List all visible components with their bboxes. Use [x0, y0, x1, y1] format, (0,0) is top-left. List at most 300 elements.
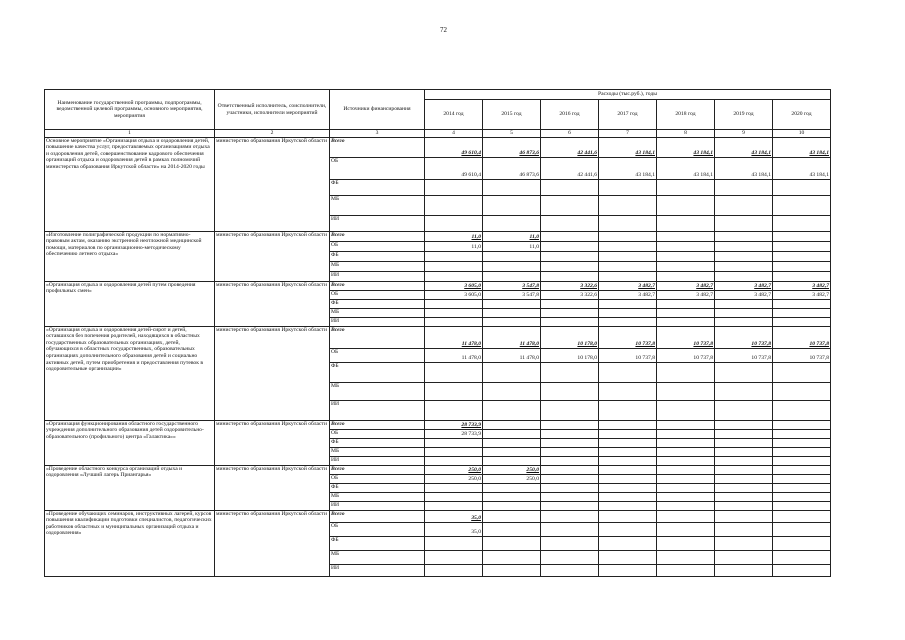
column-index: 3 — [330, 130, 425, 138]
amount-cell — [599, 492, 657, 501]
amount-cell — [483, 492, 541, 501]
amount-cell: 10 737,8 — [657, 348, 715, 362]
amount-cell — [715, 362, 773, 382]
funding-source: ИИ — [330, 400, 425, 420]
funding-source: МБ — [330, 261, 425, 271]
funding-source: ФБ — [330, 483, 425, 492]
amount-cell — [773, 474, 831, 483]
amount-cell — [541, 474, 599, 483]
amount-cell: 250,0 — [425, 474, 483, 483]
header-name-col: Наименование государственной программы, подпрограммы, ведомственной целевой программы, основного мероприятия, мероприятия — [45, 90, 215, 130]
amount-cell — [657, 362, 715, 382]
amount-cell — [715, 400, 773, 420]
funding-source: ОБ — [330, 348, 425, 362]
amount-cell: 28 733,9 — [425, 420, 483, 429]
funding-source: ИИ — [330, 564, 425, 576]
funding-source: МБ — [330, 195, 425, 215]
funding-source: ФБ — [330, 362, 425, 382]
amount-cell — [541, 501, 599, 510]
column-index: 5 — [483, 130, 541, 138]
funding-source: Всего — [330, 326, 425, 348]
amount-cell — [541, 195, 599, 215]
amount-cell — [657, 271, 715, 281]
amount-cell — [541, 299, 599, 308]
amount-cell — [657, 215, 715, 231]
amount-cell — [541, 456, 599, 465]
amount-cell — [483, 251, 541, 261]
amount-cell — [715, 317, 773, 326]
column-index: 9 — [715, 130, 773, 138]
amount-cell — [715, 550, 773, 564]
amount-cell: 3 482,7 — [773, 290, 831, 299]
table-row — [45, 326, 831, 348]
funding-source: МБ — [330, 492, 425, 501]
amount-cell — [599, 271, 657, 281]
amount-cell — [425, 299, 483, 308]
funding-source: ОБ — [330, 474, 425, 483]
funding-source: МБ — [330, 382, 425, 400]
amount-cell: 10 178,0 — [541, 326, 599, 348]
amount-cell — [773, 550, 831, 564]
amount-cell — [541, 251, 599, 261]
amount-cell — [541, 483, 599, 492]
amount-cell — [483, 438, 541, 447]
amount-cell — [657, 550, 715, 564]
amount-cell — [425, 308, 483, 317]
header-year: 2017 год — [599, 100, 657, 130]
amount-cell — [657, 420, 715, 429]
amount-cell: 43 184,1 — [657, 137, 715, 157]
amount-cell — [657, 447, 715, 456]
amount-cell — [599, 382, 657, 400]
amount-cell — [599, 483, 657, 492]
amount-cell — [425, 438, 483, 447]
header-year: 2014 год — [425, 100, 483, 130]
amount-cell — [483, 456, 541, 465]
amount-cell: 43 184,1 — [773, 157, 831, 179]
amount-cell: 42 441,6 — [541, 157, 599, 179]
amount-cell: 11 478,0 — [425, 348, 483, 362]
amount-cell — [425, 492, 483, 501]
amount-cell — [541, 271, 599, 281]
amount-cell — [773, 400, 831, 420]
amount-cell — [657, 438, 715, 447]
amount-cell — [773, 215, 831, 231]
amount-cell — [715, 251, 773, 261]
amount-cell — [541, 308, 599, 317]
amount-cell — [541, 362, 599, 382]
amount-cell — [657, 465, 715, 474]
table-row — [45, 510, 831, 522]
amount-cell — [773, 510, 831, 522]
funding-source: Всего — [330, 231, 425, 241]
amount-cell — [773, 501, 831, 510]
responsible-executor: министерство образования Иркутской области — [215, 137, 330, 231]
amount-cell — [483, 215, 541, 231]
amount-cell: 42 441,6 — [541, 137, 599, 157]
amount-cell — [483, 382, 541, 400]
funding-source: ОБ — [330, 157, 425, 179]
amount-cell: 10 737,8 — [657, 326, 715, 348]
funding-source: ИИ — [330, 215, 425, 231]
amount-cell — [773, 195, 831, 215]
responsible-executor: министерство образования Иркутской области — [215, 465, 330, 510]
funding-source: Всего — [330, 281, 425, 290]
amount-cell — [657, 429, 715, 438]
funding-table — [44, 89, 831, 577]
amount-cell: 46 873,6 — [483, 137, 541, 157]
amount-cell — [425, 362, 483, 382]
amount-cell — [599, 456, 657, 465]
amount-cell — [715, 271, 773, 281]
amount-cell: 43 184,1 — [599, 157, 657, 179]
funding-source: ФБ — [330, 536, 425, 550]
amount-cell — [657, 261, 715, 271]
funding-source: МБ — [330, 447, 425, 456]
amount-cell: 3 482,7 — [715, 290, 773, 299]
funding-source: ФБ — [330, 251, 425, 261]
amount-cell — [715, 179, 773, 195]
funding-source: ОБ — [330, 241, 425, 251]
header-year: 2020 год — [773, 100, 831, 130]
amount-cell — [715, 241, 773, 251]
amount-cell — [541, 465, 599, 474]
amount-cell — [483, 400, 541, 420]
amount-cell: 35,0 — [425, 510, 483, 522]
funding-source: Всего — [330, 137, 425, 157]
amount-cell — [599, 362, 657, 382]
amount-cell — [715, 501, 773, 510]
funding-source: Всего — [330, 510, 425, 522]
funding-source: ОБ — [330, 290, 425, 299]
amount-cell: 10 737,8 — [599, 326, 657, 348]
activity-name: «Организация отдыха и оздоровления детей-сирот и детей, оставшихся без попечения родителей, находящихся в областных государственных образовательных организациях, детей, обучающихся в областных государственных, образовательных организациях дополнительного образования детей и социально активных детей, путем приобретения и предоставления путевок в оздоровительные организации» — [45, 326, 215, 420]
amount-cell — [483, 564, 541, 576]
amount-cell — [599, 522, 657, 536]
column-index: 2 — [215, 130, 330, 138]
activity-name: «Организация отдыха и оздоровления детей путем проведения профильных смен» — [45, 281, 215, 326]
activity-name: «Проведение областного конкурса организаций отдыха и оздоровления «Лучший лагерь Приангарья» — [45, 465, 215, 510]
funding-source: Всего — [330, 420, 425, 429]
amount-cell — [715, 261, 773, 271]
amount-cell: 49 610,4 — [425, 157, 483, 179]
amount-cell — [773, 420, 831, 429]
amount-cell — [425, 195, 483, 215]
amount-cell — [425, 271, 483, 281]
amount-cell — [657, 510, 715, 522]
amount-cell — [657, 483, 715, 492]
amount-cell — [483, 179, 541, 195]
amount-cell — [541, 231, 599, 241]
amount-cell — [425, 382, 483, 400]
amount-cell — [599, 308, 657, 317]
amount-cell — [541, 400, 599, 420]
amount-cell — [599, 400, 657, 420]
amount-cell — [541, 241, 599, 251]
table-row — [45, 137, 831, 157]
amount-cell — [483, 317, 541, 326]
amount-cell — [483, 429, 541, 438]
amount-cell — [541, 447, 599, 456]
funding-source: ФБ — [330, 179, 425, 195]
amount-cell — [773, 261, 831, 271]
amount-cell — [599, 179, 657, 195]
amount-cell — [715, 492, 773, 501]
amount-cell — [599, 474, 657, 483]
page-number: 72 — [440, 26, 447, 34]
amount-cell: 250,0 — [483, 465, 541, 474]
amount-cell — [425, 261, 483, 271]
amount-cell: 10 737,8 — [599, 348, 657, 362]
amount-cell — [599, 465, 657, 474]
amount-cell: 10 737,8 — [715, 326, 773, 348]
amount-cell — [773, 492, 831, 501]
amount-cell: 3 482,7 — [715, 281, 773, 290]
funding-source: ИИ — [330, 456, 425, 465]
amount-cell — [773, 299, 831, 308]
amount-cell: 43 184,1 — [657, 157, 715, 179]
amount-cell — [657, 231, 715, 241]
header-source-col: Источники финансирования — [330, 90, 425, 130]
amount-cell — [715, 438, 773, 447]
amount-cell — [599, 501, 657, 510]
amount-cell — [715, 510, 773, 522]
amount-cell — [599, 510, 657, 522]
amount-cell — [599, 215, 657, 231]
funding-source: ФБ — [330, 438, 425, 447]
amount-cell — [657, 179, 715, 195]
amount-cell — [599, 241, 657, 251]
table-row — [45, 420, 831, 429]
amount-cell — [715, 382, 773, 400]
responsible-executor: министерство образования Иркутской области — [215, 326, 330, 420]
amount-cell — [773, 564, 831, 576]
amount-cell — [599, 438, 657, 447]
amount-cell — [599, 299, 657, 308]
amount-cell — [483, 195, 541, 215]
amount-cell — [773, 438, 831, 447]
header-expenses: Расходы (тыс.руб.), годы — [425, 90, 831, 100]
amount-cell — [425, 564, 483, 576]
amount-cell — [657, 382, 715, 400]
funding-source: Всего — [330, 465, 425, 474]
amount-cell — [425, 483, 483, 492]
amount-cell: 11,0 — [425, 231, 483, 241]
activity-name: «Организация функционирования областного государственного учреждения дополнительного образования детей оздоровительно-образовательного (профильного) центра «Галактика»» — [45, 420, 215, 465]
amount-cell: 3 322,6 — [541, 281, 599, 290]
amount-cell — [773, 447, 831, 456]
amount-cell: 10 178,0 — [541, 348, 599, 362]
amount-cell — [773, 179, 831, 195]
amount-cell — [773, 483, 831, 492]
amount-cell: 10 737,8 — [715, 348, 773, 362]
amount-cell: 46 873,6 — [483, 157, 541, 179]
header-year: 2016 год — [541, 100, 599, 130]
amount-cell — [425, 536, 483, 550]
header-year: 2015 год — [483, 100, 541, 130]
amount-cell — [425, 400, 483, 420]
amount-cell: 250,0 — [425, 465, 483, 474]
amount-cell: 3 322,6 — [541, 290, 599, 299]
amount-cell — [715, 536, 773, 550]
amount-cell: 11,0 — [425, 241, 483, 251]
funding-source: МБ — [330, 550, 425, 564]
activity-name: Основное мероприятие «Организация отдыха и оздоровления детей, повышение качества услуг, предоставляемых организациями отдыха и оздоровления детей, совершенствование кадрового обеспечения организаций отдыха и оздоровления детей в рамках полномочий министерства образования Иркутской области» на 2014-2020 годы — [45, 137, 215, 231]
column-index: 1 — [45, 130, 215, 138]
funding-source: ИИ — [330, 317, 425, 326]
amount-cell — [541, 429, 599, 438]
column-index: 7 — [599, 130, 657, 138]
amount-cell — [541, 215, 599, 231]
amount-cell — [715, 299, 773, 308]
header-year: 2018 год — [657, 100, 715, 130]
amount-cell — [483, 536, 541, 550]
amount-cell — [599, 261, 657, 271]
amount-cell: 3 482,7 — [657, 281, 715, 290]
responsible-executor: министерство образования Иркутской области — [215, 281, 330, 326]
amount-cell — [773, 536, 831, 550]
amount-cell — [541, 510, 599, 522]
amount-cell: 11 478,0 — [483, 348, 541, 362]
amount-cell — [657, 474, 715, 483]
amount-cell — [599, 317, 657, 326]
amount-cell — [657, 522, 715, 536]
amount-cell: 43 184,1 — [715, 157, 773, 179]
amount-cell: 3 605,0 — [425, 290, 483, 299]
amount-cell: 3 605,0 — [425, 281, 483, 290]
amount-cell — [541, 536, 599, 550]
amount-cell — [715, 522, 773, 536]
funding-source: ИИ — [330, 271, 425, 281]
amount-cell — [483, 271, 541, 281]
amount-cell: 43 184,1 — [715, 137, 773, 157]
amount-cell — [483, 510, 541, 522]
amount-cell — [541, 522, 599, 536]
amount-cell — [773, 308, 831, 317]
amount-cell — [425, 179, 483, 195]
funding-source: ОБ — [330, 429, 425, 438]
amount-cell: 3 547,8 — [483, 281, 541, 290]
amount-cell: 11,0 — [483, 241, 541, 251]
amount-cell — [541, 564, 599, 576]
amount-cell — [599, 195, 657, 215]
amount-cell — [599, 564, 657, 576]
column-index: 10 — [773, 130, 831, 138]
activity-name: «Изготовление полиграфической продукции по нормативно-правовым актам, оказанию экстренной неотложной медицинской помощи, материалов по организационно-методическому обеспечению летнего отдыха» — [45, 231, 215, 281]
amount-cell — [657, 492, 715, 501]
funding-source: ИИ — [330, 501, 425, 510]
amount-cell — [599, 420, 657, 429]
amount-cell — [483, 483, 541, 492]
funding-source: ОБ — [330, 522, 425, 536]
amount-cell: 11 478,0 — [483, 326, 541, 348]
amount-cell — [715, 215, 773, 231]
amount-cell — [599, 447, 657, 456]
amount-cell — [657, 251, 715, 261]
amount-cell — [773, 456, 831, 465]
amount-cell — [599, 536, 657, 550]
amount-cell: 43 184,1 — [773, 137, 831, 157]
amount-cell — [599, 231, 657, 241]
amount-cell — [773, 382, 831, 400]
amount-cell — [715, 456, 773, 465]
amount-cell: 3 482,7 — [773, 281, 831, 290]
amount-cell — [657, 299, 715, 308]
table-row — [45, 281, 831, 290]
amount-cell — [657, 564, 715, 576]
column-index: 4 — [425, 130, 483, 138]
amount-cell — [715, 195, 773, 215]
table-row — [45, 231, 831, 241]
amount-cell — [483, 550, 541, 564]
amount-cell: 11,0 — [483, 231, 541, 241]
amount-cell — [483, 362, 541, 382]
amount-cell — [425, 550, 483, 564]
amount-cell — [773, 362, 831, 382]
amount-cell: 28 733,9 — [425, 429, 483, 438]
amount-cell — [425, 456, 483, 465]
amount-cell — [773, 231, 831, 241]
amount-cell — [483, 501, 541, 510]
amount-cell — [541, 420, 599, 429]
amount-cell: 49 610,4 — [425, 137, 483, 157]
amount-cell — [541, 550, 599, 564]
funding-source: ФБ — [330, 299, 425, 308]
amount-cell — [773, 241, 831, 251]
amount-cell — [657, 308, 715, 317]
amount-cell — [773, 465, 831, 474]
amount-cell — [773, 271, 831, 281]
amount-cell — [715, 483, 773, 492]
amount-cell — [541, 317, 599, 326]
amount-cell — [657, 317, 715, 326]
amount-cell — [715, 474, 773, 483]
amount-cell — [657, 456, 715, 465]
amount-cell — [483, 261, 541, 271]
amount-cell — [541, 179, 599, 195]
amount-cell — [715, 308, 773, 317]
amount-cell — [541, 438, 599, 447]
responsible-executor: министерство образования Иркутской области — [215, 420, 330, 465]
amount-cell — [425, 317, 483, 326]
amount-cell: 3 547,8 — [483, 290, 541, 299]
amount-cell: 3 482,7 — [657, 290, 715, 299]
amount-cell — [541, 382, 599, 400]
amount-cell — [483, 308, 541, 317]
amount-cell: 10 737,8 — [773, 348, 831, 362]
funding-source: МБ — [330, 308, 425, 317]
amount-cell — [425, 215, 483, 231]
amount-cell — [715, 429, 773, 438]
activity-name: «Проведение обучающих семинаров, инструктивных лагерей, курсов повышения квалификации подготовки специалистов, педагогических работников областных и муниципальных организаций отдыха и оздоровления» — [45, 510, 215, 576]
amount-cell — [773, 429, 831, 438]
amount-cell — [483, 522, 541, 536]
amount-cell: 35,0 — [425, 522, 483, 536]
amount-cell: 250,0 — [483, 474, 541, 483]
amount-cell — [773, 522, 831, 536]
amount-cell: 11 478,0 — [425, 326, 483, 348]
amount-cell: 10 737,8 — [773, 326, 831, 348]
header-year: 2019 год — [715, 100, 773, 130]
amount-cell — [483, 420, 541, 429]
amount-cell — [483, 447, 541, 456]
amount-cell — [657, 536, 715, 550]
amount-cell — [483, 299, 541, 308]
amount-cell: 3 482,7 — [599, 281, 657, 290]
column-index: 6 — [541, 130, 599, 138]
amount-cell — [657, 195, 715, 215]
amount-cell — [425, 447, 483, 456]
